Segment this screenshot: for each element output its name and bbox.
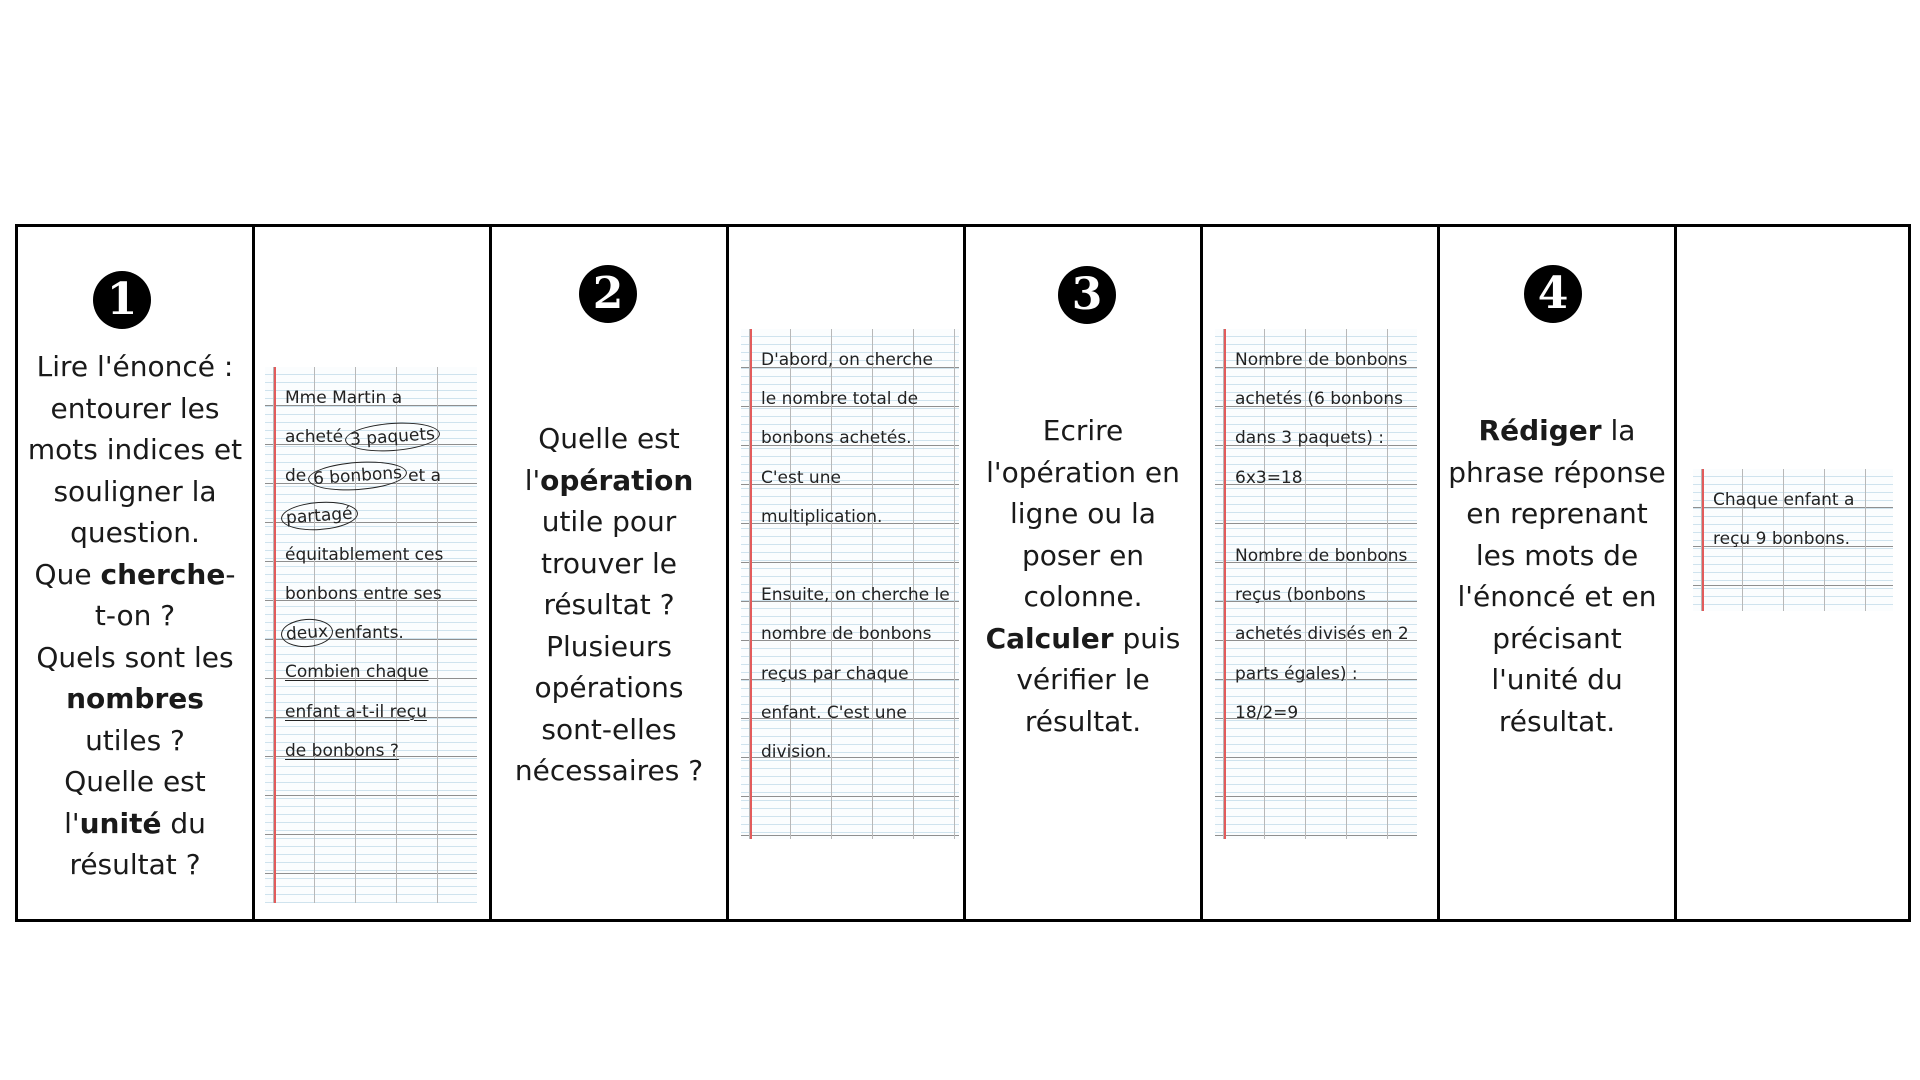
answer-notebook-paper — [1693, 469, 1893, 611]
step-1-instructions: Lire l'énoncé : entourer les mots indices et souligner la question. Que cherche-t-on ? Quels sont les nombres utiles ? Quelle est l'unité du résultat ? — [27, 350, 243, 881]
step-4-instructions: Rédiger la phrase réponse en reprenant les mots de l'énoncé et en précisant l'unité du résultat. — [1448, 414, 1666, 738]
statement-line: équitablement ces — [285, 544, 444, 565]
step-2-panel — [492, 227, 729, 919]
step-3-panel — [966, 227, 1203, 919]
statement-line: de 6 bonbons et a — [285, 457, 471, 496]
step-4-number: 4 — [1524, 265, 1582, 323]
statement-line: deux enfants. — [285, 614, 471, 653]
calculation-line: reçus (bonbons — [1235, 585, 1366, 606]
calculation-line: 18/2=9 — [1235, 702, 1299, 723]
step-1-number: 1 — [93, 271, 151, 329]
underlined-question-line: enfant a-t-il reçu — [285, 701, 427, 722]
operations-example-panel — [729, 227, 966, 919]
operations-line: Ensuite, on cherche le — [761, 585, 950, 606]
operations-line: division. — [761, 742, 832, 763]
operations-line: C'est une — [761, 467, 841, 488]
calculation-line: 6x3=18 — [1235, 467, 1303, 488]
statement-line: Mme Martin a — [285, 388, 403, 408]
circled-clue: partagé — [280, 499, 358, 532]
calculation-line: dans 3 paquets) : — [1235, 428, 1384, 449]
operations-line: bonbons achetés. — [761, 428, 912, 449]
circled-clue: 3 paquets — [344, 420, 441, 455]
underlined-question-line: Combien chaque — [285, 662, 429, 683]
answer-example-panel — [1677, 227, 1908, 919]
statement-line: acheté 3 paquets — [285, 418, 471, 457]
operations-line: D'abord, on cherche — [761, 350, 934, 370]
operations-notebook-paper — [741, 329, 959, 839]
underlined-question-line: de bonbons ? — [285, 740, 399, 761]
calculation-example-panel — [1203, 227, 1440, 919]
calculation-line: Nombre de bonbons — [1235, 350, 1408, 370]
step-2-number: 2 — [579, 265, 637, 323]
step-2-instructions: Quelle est l'opération utile pour trouver le résultat ? Plusieurs opérations sont-elles nécessaires ? — [514, 422, 704, 787]
step-1-panel — [18, 227, 255, 919]
calculation-line: parts égales) : — [1235, 663, 1358, 684]
operations-line: nombre de bonbons — [761, 624, 932, 645]
blank-line — [1235, 498, 1411, 537]
operations-line: multiplication. — [761, 506, 883, 527]
statement-notebook-paper — [265, 367, 477, 903]
blank-line — [761, 537, 953, 576]
operations-line: reçus par chaque — [761, 663, 909, 684]
calculation-line: Nombre de bonbons — [1235, 546, 1408, 567]
circled-clue: deux — [280, 617, 334, 649]
calculation-line: achetés (6 bonbons — [1235, 389, 1404, 410]
operations-line: le nombre total de — [761, 389, 919, 410]
step-3-number: 3 — [1058, 266, 1116, 324]
calculation-notebook-paper — [1215, 329, 1417, 839]
answer-line: Chaque enfant a — [1713, 490, 1855, 510]
circled-clue: 6 bonbons — [307, 459, 408, 494]
statement-line: bonbons entre ses — [285, 584, 442, 605]
step-4-panel — [1440, 227, 1677, 919]
statement-example-panel — [255, 227, 492, 919]
statement-line — [285, 497, 471, 536]
answer-line: reçu 9 bonbons. — [1713, 529, 1851, 550]
calculation-line: achetés divisés en 2 — [1235, 624, 1409, 645]
step-3-instructions: Ecrire l'opération en ligne ou la poser en colonne. Calculer puis vérifier le résultat. — [985, 414, 1181, 738]
method-board — [15, 224, 1911, 922]
operations-line: enfant. C'est une — [761, 702, 907, 723]
